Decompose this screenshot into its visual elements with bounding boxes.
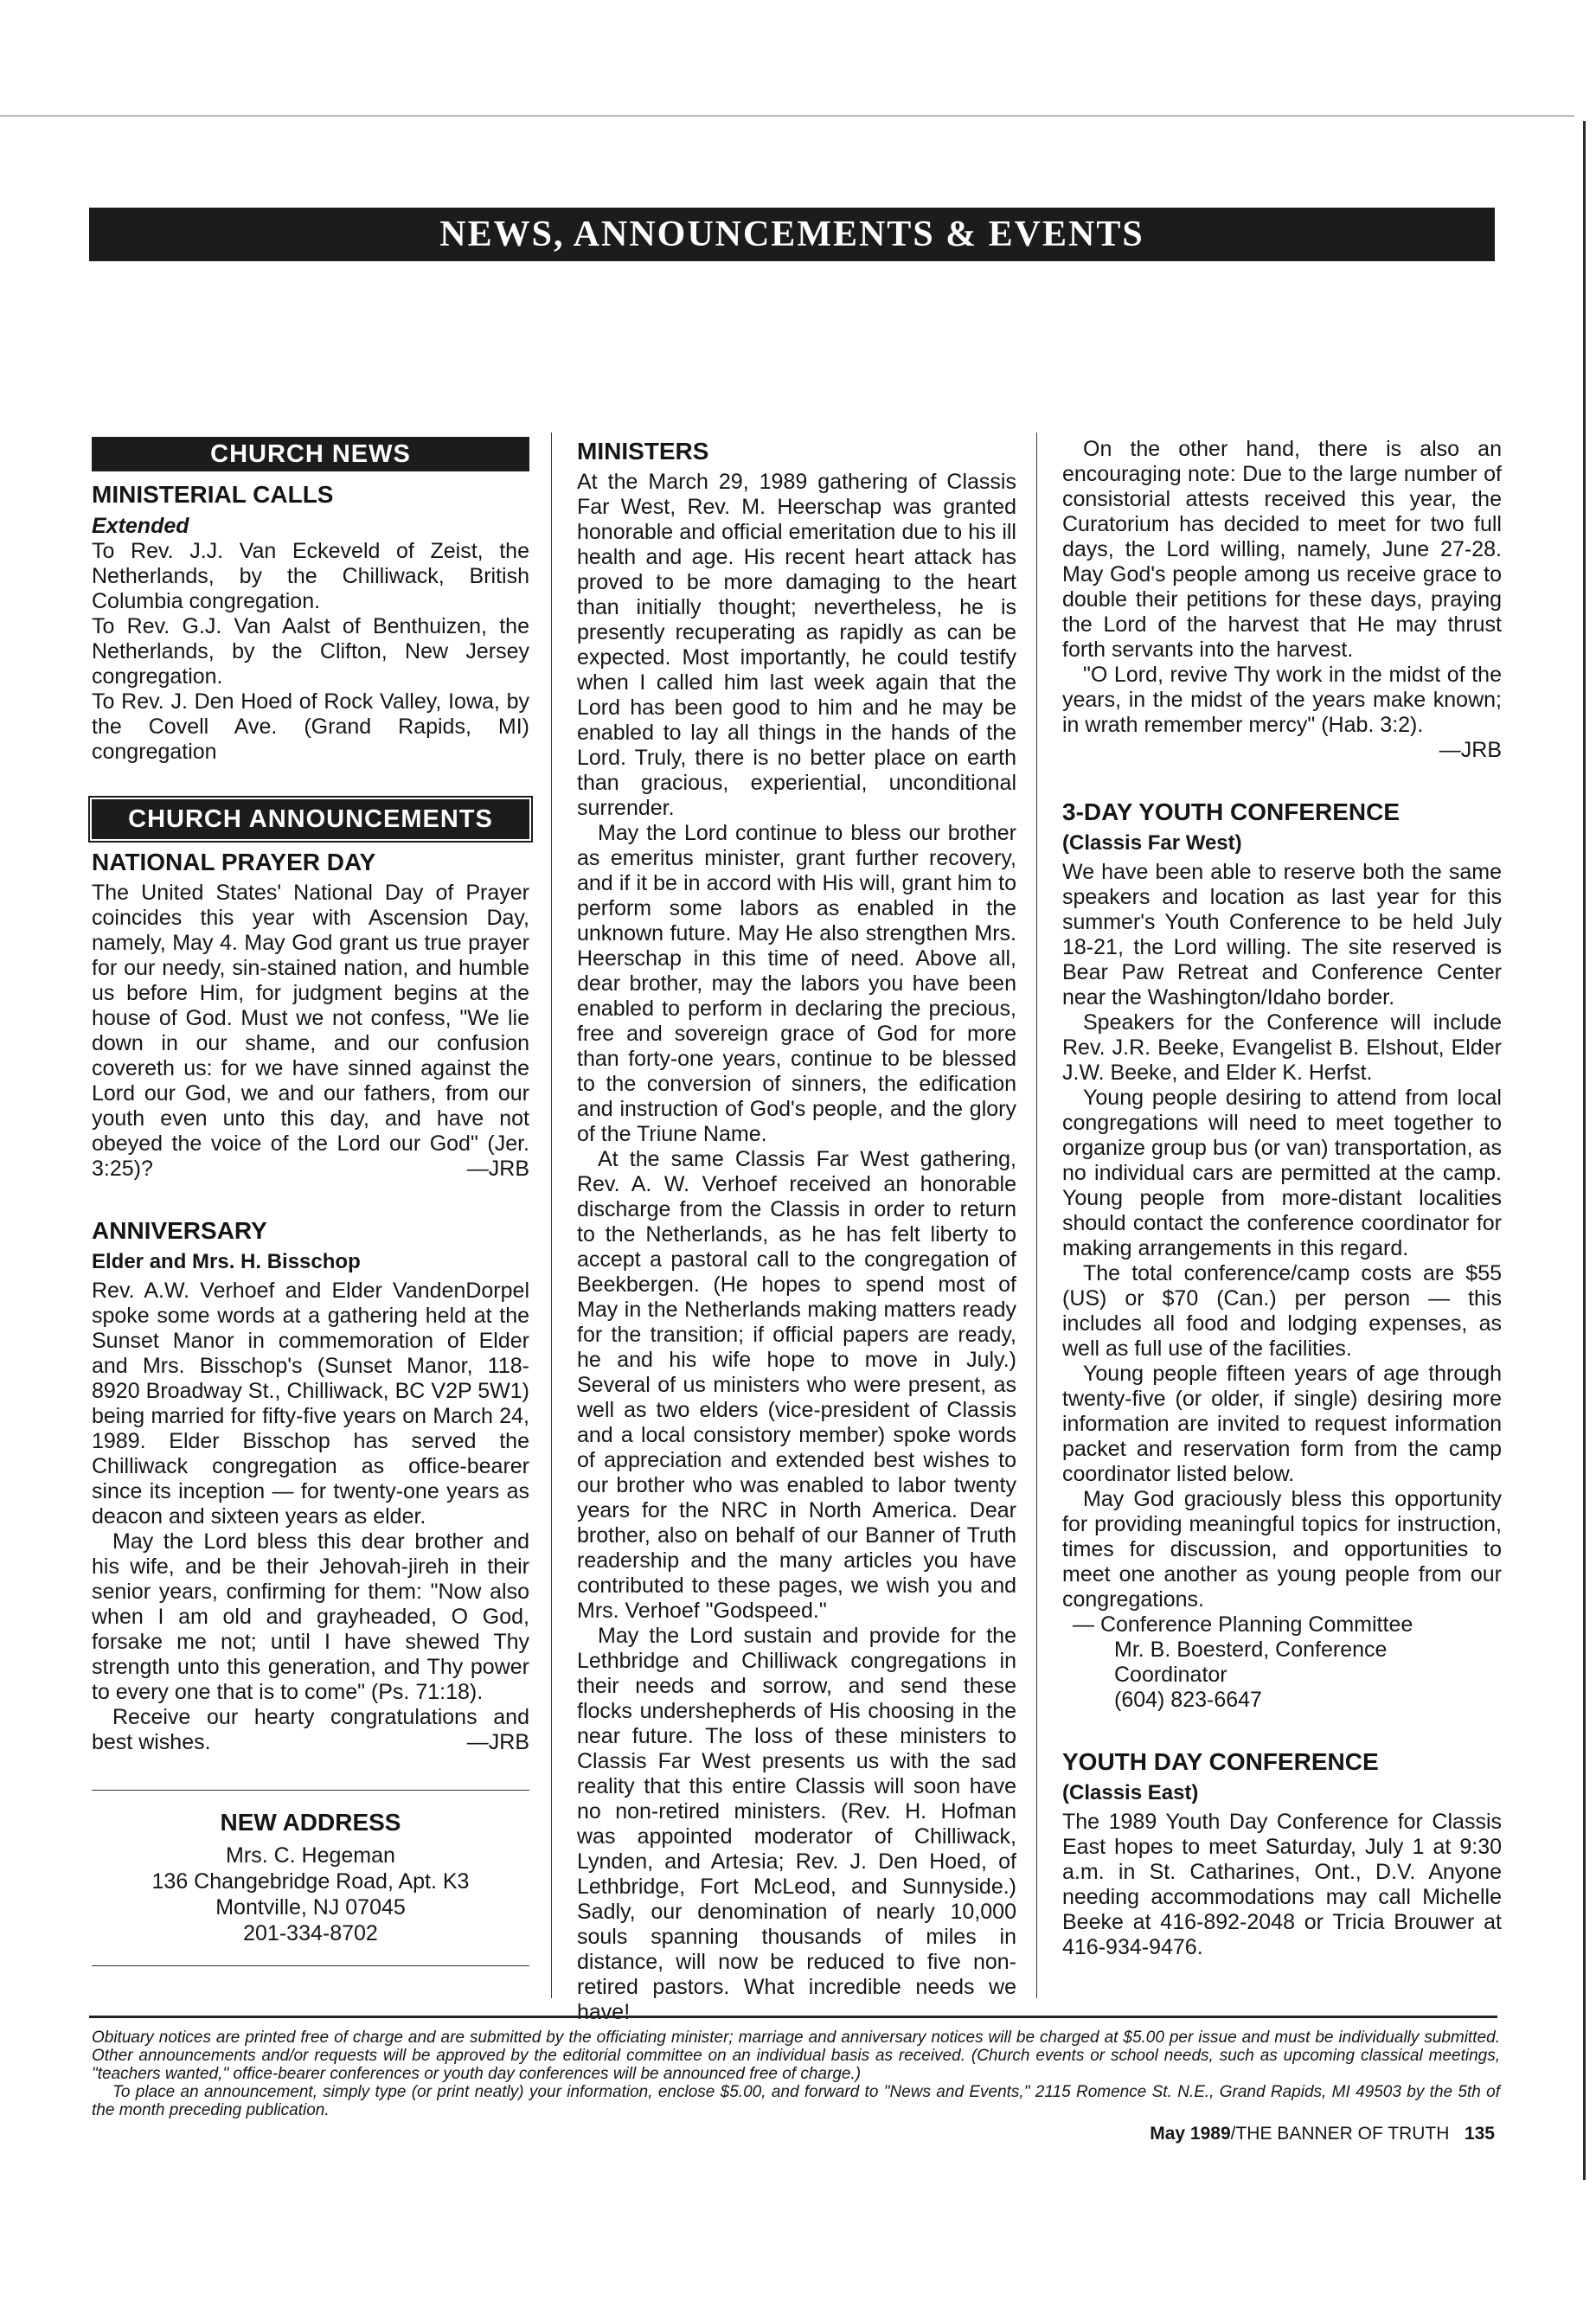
ministers-paragraph: May the Lord continue to bless our brother as emeritus minister, grant further recovery, and if it be in accord with His will, grant him to perform some labors as enabled in the unknown future. May He also strengthen Mrs. Heerschap in this time of need. Above all, dear brother, may the labors you have been enabled to perform in declaring the precious, free and sovereign grace of God for more than forty-one years, continue to be blessed to the conversion of sinners, the edification and instruction of God's people, and the glory of the Triune Name.	[577, 821, 1016, 1146]
column-right	[1062, 437, 1502, 1960]
ministers-heading: MINISTERS	[577, 438, 709, 465]
anniversary-heading: ANNIVERSARY	[92, 1217, 267, 1244]
address-city: Montville, NJ 07045	[215, 1895, 406, 1920]
church-news-label: CHURCH NEWS	[92, 437, 529, 471]
column-left	[92, 437, 529, 1966]
youth-conference-paragraph: The total conference/camp costs are $55 (US) or $70 (Can.) per person — this includes all food and lodging expenses, as well as full use of the facilities.	[1062, 1261, 1502, 1361]
ministerial-calls-heading: MINISTERIAL CALLS	[92, 481, 334, 508]
divider	[92, 1790, 529, 1791]
call-paragraph: To Rev. G.J. Van Aalst of Benthuizen, the Netherlands, by the Clifton, New Jersey congregation.	[92, 614, 529, 689]
column-middle	[577, 437, 1016, 2025]
footnote-paragraph: Obituary notices are printed free of charge and are submitted by the officiating minister; marriage and anniversary notices will be charged at $5.00 per issue and must be individually submitted. Other announcements and/or requests will be approved by the editorial committee on an individual basis as received. (Church events or school needs, such as upcoming classical meetings, "teachers wanted," office-bearer conferences or youth day conferences will be announced free of charge.)	[92, 2029, 1500, 2083]
call-paragraph: To Rev. J. Den Hoed of Rock Valley, Iowa, by the Covell Ave. (Grand Rapids, MI) congregation	[92, 689, 529, 764]
youth-day-heading: YOUTH DAY CONFERENCE	[1062, 1748, 1379, 1775]
youth-day-paragraph: The 1989 Youth Day Conference for Classis East hopes to meet Saturday, July 1 at 9:30 a.m. in St. Catharines, Ont., D.V. Anyone needing accommodations may call Michelle Beeke at 416-892-2048 or Tricia Brouwer at 416-934-9476.	[1062, 1810, 1502, 1959]
issue-date: May 1989	[1150, 2124, 1231, 2144]
prayer-day-body: The United States' National Day of Prayer coincides this year with Ascension Day, namely, May 4. May God grant us true prayer for our needy, sin-stained nation, and humble us before Him, for judgment begins at the house of God. Must we not confess, "We lie down in our shame, and our confusion covereth us: for we have sinned against the Lord our God, we and our fathers, from our youth even unto this day, and have not obeyed the voice of the Lord our God" (Jer. 3:25)? —JRB	[92, 881, 529, 1181]
coordinator-phone: (604) 823-6647	[1114, 1688, 1262, 1712]
signature: —JRB	[466, 1730, 529, 1754]
church-announcements-label: CHURCH ANNOUNCEMENTS	[92, 799, 529, 839]
folio	[1038, 2124, 1495, 2144]
signature: —JRB	[1439, 738, 1502, 762]
youth-conference-paragraph: Young people desiring to attend from local congregations will need to meet together to organize group bus (or van) transportation, as no individual cars are permitted at the camp. Young people from more-distant localities should contact the conference coordinator for making arrangements in this regard.	[1062, 1086, 1502, 1260]
ministers-paragraph: May the Lord sustain and provide for the Lethbridge and Chilliwack congregations in their needs and sorrow, and send these flocks undershepherds of His choosing in the near future. The loss of these ministers to Classis Far West presents us with the sad reality that this entire Classis will soon have no non-retired ministers. (Rev. H. Hofman was appointed moderator of Chilliwack, Lynden, and Artesia; Rev. J. Den Hoed, of Lethbridge, Fort McLeod, and Sunnyside.) Sadly, our denomination of nearly 10,000 souls spanning thousands of miles in distance, will now be reduced to five non-retired pastors. What incredible needs we have!	[577, 1624, 1016, 2024]
new-address-heading: NEW ADDRESS	[220, 1809, 401, 1836]
divider	[92, 1965, 529, 1966]
call-paragraph: To Rev. J.J. Van Eckeveld of Zeist, the Netherlands, by the Chilliwack, British Columbia congregation.	[92, 539, 529, 613]
youth-conference-subhead: (Classis Far West)	[1062, 831, 1242, 855]
anniversary-paragraph: Rev. A.W. Verhoef and Elder VandenDorpel spoke some words at a gathering held at the Sunset Manor in commemoration of Elder and Mrs. Bisschop's (Sunset Manor, 118-8920 Broadway St., Chilliwack, BC V2P 5W1) being married for fifty-five years on March 24, 1989. Elder Bisschop has served the Chilliwack congregation as office-bearer since its inception — for twenty-one years as deacon and sixteen years as elder.	[92, 1279, 529, 1529]
continued-paragraph: On the other hand, there is also an encouraging note: Due to the large number of consistorial attests received this year, the Curatorium has decided to meet for two full days, the Lord willing, namely, June 27-28. May God's people among us receive grace to double their petitions for these days, praying the Lord of the harvest that He may thrust forth servants into the harvest.	[1062, 437, 1502, 662]
journal-name: /THE BANNER OF TRUTH	[1230, 2124, 1450, 2144]
ministers-paragraph: At the same Classis Far West gathering, Rev. A. W. Verhoef received an honorable discharge from the Classis in order to return to the Netherlands, as he has felt liberty to accept a pastoral call to the congregation of Beekbergen. (He hopes to spend most of May in the Netherlands making matters ready for the transition; if official papers are ready, he and his wife hope to move in July.) Several of us ministers who were present, as well as two elders (vice-president of Classis and a local consistory member) spoke words of appreciation and extended best wishes to our brother who was enabled to labor twenty years for the NRC in North America. Dear brother, also on behalf of our Banner of Truth readership and the many articles you have contributed to these pages, we wish you and Mrs. Verhoef "Godspeed."	[577, 1147, 1016, 1623]
coordinator-name: Mr. B. Boesterd, Conference Coordinator	[1114, 1638, 1388, 1687]
youth-conference-paragraph: May God graciously bless this opportunity for providing meaningful topics for instruction, times for discussion, and opportunities to meet one another as young people from our congregations.	[1062, 1487, 1502, 1612]
footnote	[92, 2029, 1500, 2119]
address-phone: 201-334-8702	[243, 1921, 378, 1945]
youth-conference-heading: 3-DAY YOUTH CONFERENCE	[1062, 798, 1401, 825]
section-banner: NEWS, ANNOUNCEMENTS & EVENTS	[89, 208, 1495, 261]
ministerial-calls-subhead: Extended	[92, 514, 189, 538]
column-rule	[1036, 433, 1037, 1998]
prayer-day-heading: NATIONAL PRAYER DAY	[92, 849, 376, 875]
anniversary-paragraph: Receive our hearty congratulations and best wishes. —JRB	[92, 1705, 529, 1754]
anniversary-paragraph: May the Lord bless this dear brother and his wife, and be their Jehovah-jireh in their senior years, confirming for them: "Now also when I am old and grayheaded, O God, forsake me not; until I have shewed Thy strength unto this generation, and Thy power to every one that is to come" (Ps. 71:18).	[92, 1529, 529, 1704]
youth-conference-paragraph: We have been able to reserve both the same speakers and location as last year for this summer's Youth Conference to be held July 18-21, the Lord willing. The site reserved is Bear Paw Retreat and Conference Center near the Washington/Idaho border.	[1062, 860, 1502, 1009]
top-rule	[0, 115, 1574, 117]
continued-paragraph: "O Lord, revive Thy work in the midst of the years, in the midst of the years make known; in wrath remember mercy" (Hab. 3:2).	[1062, 663, 1502, 737]
address-name: Mrs. C. Hegeman	[226, 1843, 395, 1868]
new-address-box	[92, 1808, 529, 1946]
anniversary-subhead: Elder and Mrs. H. Bisschop	[92, 1250, 361, 1273]
youth-day-subhead: (Classis East)	[1062, 1781, 1199, 1804]
page-number: 135	[1464, 2124, 1495, 2144]
committee-signature: — Conference Planning Committee	[1073, 1612, 1413, 1637]
column-rule	[551, 433, 552, 1998]
address-street: 136 Changebridge Road, Apt. K3	[151, 1869, 470, 1894]
footnote-paragraph: To place an announcement, simply type (or print neatly) your information, enclose $5.00, and forward to "News and Events," 2115 Romence St. N.E., Grand Rapids, MI 49503 by the 5th of the month preceding publication.	[92, 2083, 1500, 2119]
youth-conference-paragraph: Speakers for the Conference will include Rev. J.R. Beeke, Evangelist B. Elshout, Elder J.W. Beeke, and Elder K. Herfst.	[1062, 1010, 1502, 1085]
page-edge	[1583, 121, 1586, 2180]
youth-conference-paragraph: Young people fifteen years of age through twenty-five (or older, if single) desiring more information are invited to request information packet and reservation form from the camp coordinator listed below.	[1062, 1362, 1502, 1486]
footer-rule	[89, 2016, 1497, 2018]
signature: —JRB	[466, 1157, 529, 1181]
ministers-paragraph: At the March 29, 1989 gathering of Classis Far West, Rev. M. Heerschap was granted honorable and official emeritation due to his ill health and age. His recent heart attack has proved to be more damaging to the heart than initially thought; nevertheless, he is presently recuperating as rapidly as can be expected. Most importantly, he could testify when I called him last week again that the Lord has been good to him and he may be enabled to lay all things in the hands of the Lord. Truly, there is no better place on earth than gracious, experiential, unconditional surrender.	[577, 470, 1016, 820]
